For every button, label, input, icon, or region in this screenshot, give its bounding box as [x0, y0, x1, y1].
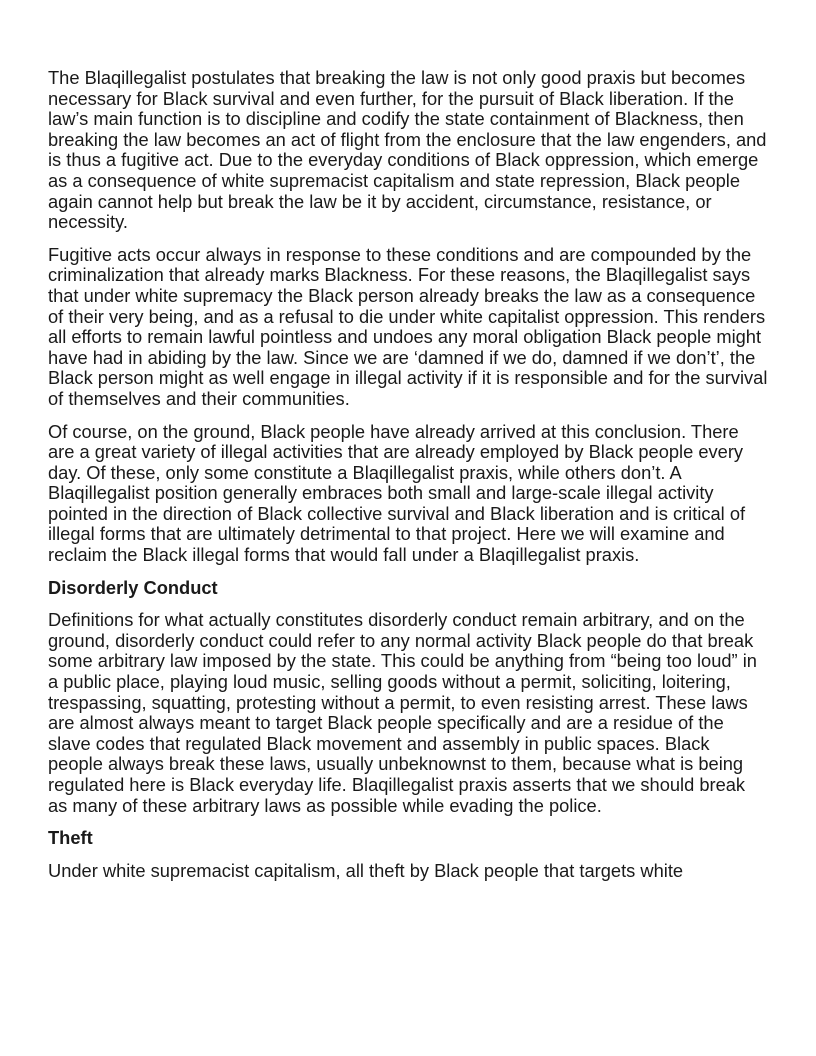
document-page [48, 68, 768, 893]
section-heading-theft: Theft [48, 827, 93, 849]
paragraph-intro-2: Fugitive acts occur always in response to these conditions and are compounded by the criminalization that already marks Blackness. For these reasons, the Blaqillegalist says that under white supremacy the Black person already breaks the law as a consequence of their very being, and as a refusal to die under white capitalist oppression. This renders all efforts to remain lawful pointless and undoes any moral obligation Black people might have had in abiding by the law. Since we are ‘damned if we do, damned if we don’t’, the Black person might as well engage in illegal activity if it is responsible and for the survival of themselves and their communities. [48, 243, 768, 409]
paragraph-theft: Under white supremacist capitalism, all theft by Black people that targets white [48, 859, 684, 881]
paragraph-intro-3: Of course, on the ground, Black people have already arrived at this conclusion. There are a great variety of illegal activities that are already employed by Black people every day. Of these, only some constitute a Blaqillegalist praxis, while others don’t. A Blaqillegalist position generally embraces both small and large-scale illegal activity pointed in the direction of Black collective survival and Black liberation and is critical of illegal forms that are ultimately detrimental to that project. Here we will examine and reclaim the Black illegal forms that would fall under a Blaqillegalist praxis. [48, 420, 746, 566]
paragraph-intro-1: The Blaqillegalist postulates that breaking the law is not only good praxis but becomes necessary for Black survival and even further, for the pursuit of Black liberation. If the law’s main function is to discipline and codify the state containment of Blackness, then breaking the law becomes an act of flight from the enclosure that the law engenders, and is thus a fugitive act. Due to the everyday conditions of Black oppression, which emerge as a consequence of white supremacist capitalism and state repression, Black people again cannot help but break the law be it by accident, circumstance, resistance, or necessity. [48, 67, 767, 233]
paragraph-disorderly-conduct: Definitions for what actually constitutes disorderly conduct remain arbitrary, and on the ground, disorderly conduct could refer to any normal activity Black people do that break some arbitrary law imposed by the state. This could be anything from “being too loud” in a public place, playing loud music, selling goods without a permit, soliciting, loitering, trespassing, squatting, protesting without a permit, to even resisting arrest. These laws are almost always meant to target Black people specifically and are a residue of the slave codes that regulated Black movement and assembly in public spaces. Black people always break these laws, usually unbeknownst to them, because what is being regulated here is Black everyday life. Blaqillegalist praxis asserts that we should break as many of these arbitrary laws as possible while evading the police. [48, 609, 757, 816]
section-heading-disorderly-conduct: Disorderly Conduct [48, 576, 218, 598]
